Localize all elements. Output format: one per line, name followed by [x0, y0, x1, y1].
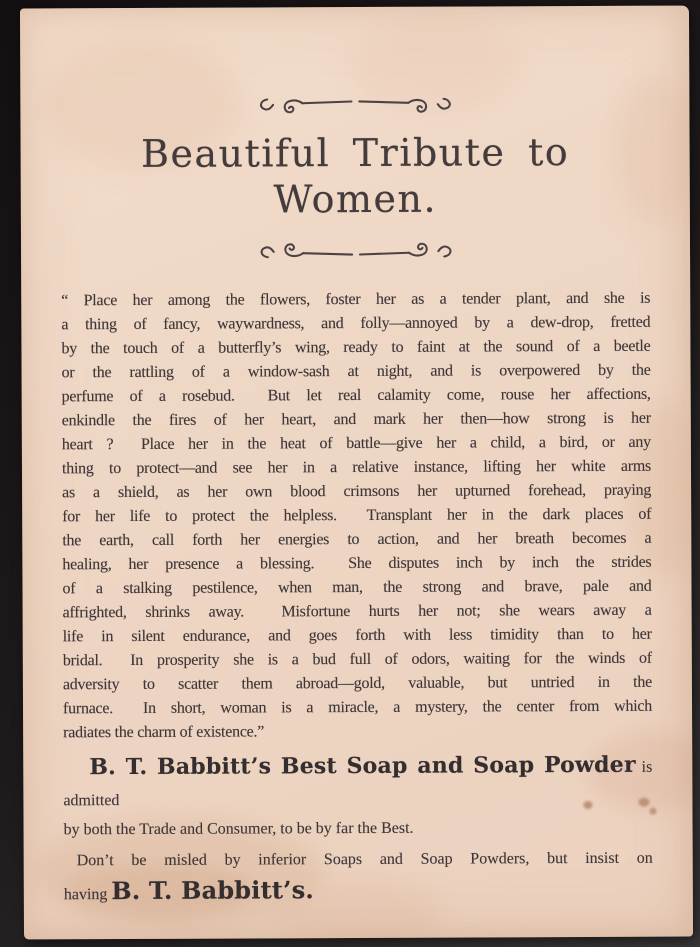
quote-line: furnace. In short, woman is a miracle, a mystery, the center from which [62, 697, 653, 718]
flourish-top-icon [257, 91, 453, 120]
quote-line: “ Place her among the flowers, foster her as a tender plant, and she is [61, 289, 651, 310]
warning-paragraph [64, 845, 653, 912]
quote-line: or the rattling of a window-sash at night, and is overpowered by the [61, 361, 651, 382]
brand-name-bold: B. T. Babbitt’s Best Soap and Soap Powder [89, 751, 636, 781]
trade-card [20, 6, 693, 940]
promo-line-1 [63, 750, 652, 817]
quote-line: of a stalking pestilence, when man, the strong and brave, pale and [62, 577, 652, 598]
warning-line-2 [64, 872, 653, 912]
brand-name-bold-2: B. T. Babbitt’s. [111, 875, 315, 906]
quote-line: life in silent endurance, and goes forth with less timidity than to her [62, 625, 652, 646]
quote-line: the earth, call forth her energies to action, and her breath becomes a [62, 529, 652, 550]
card-content [20, 90, 693, 912]
quote-line: thing to protect—and see her in a relative instance, lifting her white arms [61, 457, 652, 478]
flourish-bottom-icon [257, 237, 453, 266]
quote-line: a thing of fancy, waywardness, and folly—annoyed by a dew-drop, fretted [61, 313, 651, 334]
quote-paragraph [61, 287, 652, 746]
warning-line-1: Don’t be misled by inferior Soaps and Soap Powders, but insist on [76, 849, 653, 870]
quote-line: as a shield, as her own blood crimsons her upturned forehead, praying [62, 481, 652, 502]
quote-line: enkindle the fires of her heart, and mark her then—how strong is her [61, 409, 651, 430]
page-title: Beautiful Tribute to Women. [140, 130, 570, 222]
quote-line: radiates the charm of existence.” [63, 723, 265, 742]
quote-line: adversity to scatter them abroad—gold, valuable, but untried in the [62, 673, 652, 694]
promo-suffix: is admitted [63, 758, 653, 810]
quote-line: healing, her presence a blessing. She disputes inch by inch the strides [62, 553, 652, 574]
quote-line: by the touch of a butterfly’s wing, ready to faint at the sound of a beetle [61, 337, 651, 358]
quote-line: heart ? Place her in the heat of battle—give her a child, a bird, or any [61, 433, 651, 454]
promo-line-2: by both the Trade and Consumer, to be by far the Best. [63, 819, 414, 839]
quote-line: bridal. In prosperity she is a bud full of odors, waiting for the winds of [62, 649, 652, 670]
quote-line: affrighted, shrinks away. Misfortune hurts her not; she wears away a [62, 601, 652, 622]
quote-line: perfume of a rosebud. But let real calamity come, rouse her affections, [61, 385, 651, 406]
promo-paragraph [63, 750, 652, 844]
quote-line: for her life to protect the helpless. Transplant her in the dark places of [62, 505, 652, 526]
warning-prefix: having [63, 886, 112, 904]
